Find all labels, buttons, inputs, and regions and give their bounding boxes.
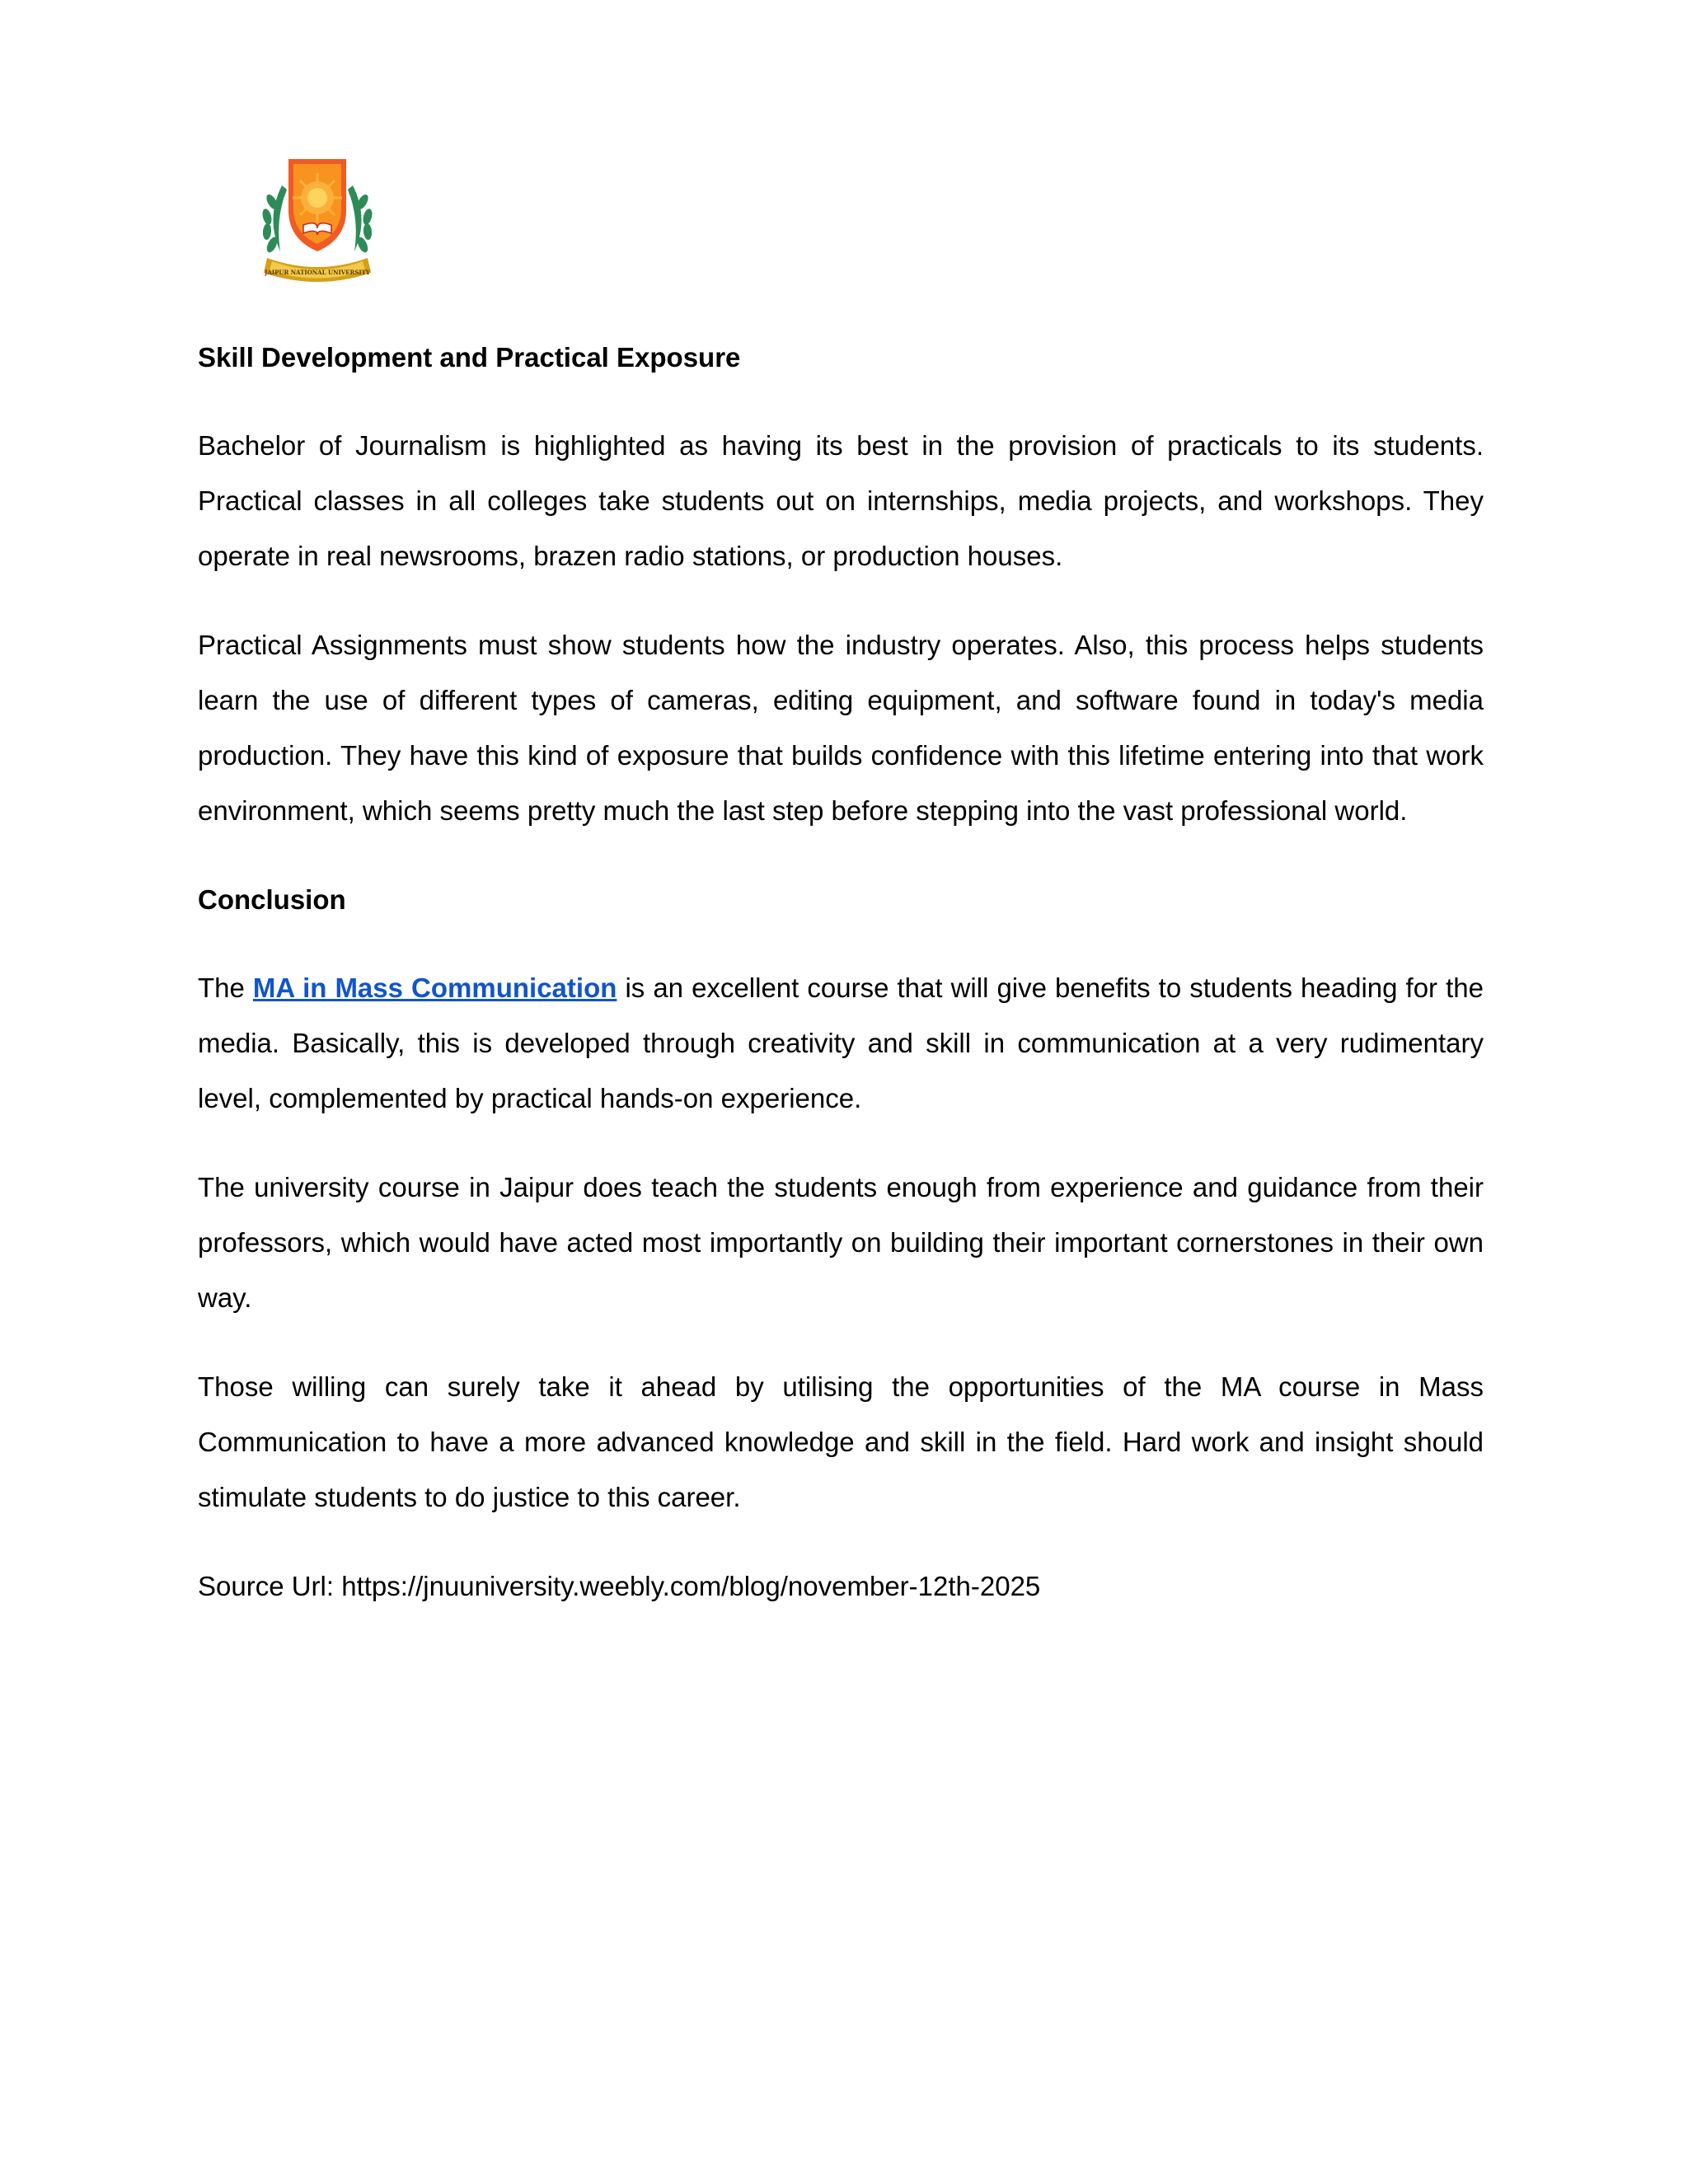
svg-text:JAIPUR NATIONAL UNIVERSITY: JAIPUR NATIONAL UNIVERSITY: [265, 269, 370, 276]
paragraph-skill-1: Bachelor of Journalism is highlighted as having its best in the provision of practicals to its students. Practical classes in all colleges take students out on internships, media projects, and workshops. They operate in real newsrooms, brazen radio stations, or production houses.: [198, 430, 1484, 571]
section-heading-conclusion: Conclusion: [198, 884, 346, 915]
document-body: [198, 330, 1484, 1614]
paragraph-prefix: The: [198, 972, 253, 1003]
university-crest-icon: [257, 152, 377, 283]
ma-mass-communication-link[interactable]: MA in Mass Communication: [252, 972, 617, 1003]
paragraph-conclusion-1: [198, 960, 1484, 1126]
section-heading-skill-development: Skill Development and Practical Exposure: [198, 342, 741, 373]
paragraph-skill-2: Practical Assignments must show students how the industry operates. Also, this process helps students learn the use of different types of cameras, editing equipment, and software found in today's media production. They have this kind of exposure that builds confidence with this lifetime entering into that work environment, which seems pretty much the last step before stepping into the vast professional world.: [198, 630, 1484, 826]
paragraph-suffix: is an excellent course that will give benefits to students heading for the media. Basically, this is developed through creativity and skill in communication at a very rudimentary level, complemented by practical hands-on experience.: [198, 972, 1484, 1113]
paragraph-conclusion-2: The university course in Jaipur does teach the students enough from experience and guidance from their professors, which would have acted most importantly on building their important cornerstones in their own way.: [198, 1172, 1484, 1313]
university-logo: [257, 152, 377, 283]
paragraph-conclusion-3: Those willing can surely take it ahead by utilising the opportunities of the MA course in Mass Communication to have a more advanced knowledge and skill in the field. Hard work and insight should stimulate students to do justice to this career.: [198, 1371, 1484, 1512]
source-url: Source Url: https://jnuuniversity.weebly.com/blog/november-12th-2025: [198, 1571, 1041, 1601]
